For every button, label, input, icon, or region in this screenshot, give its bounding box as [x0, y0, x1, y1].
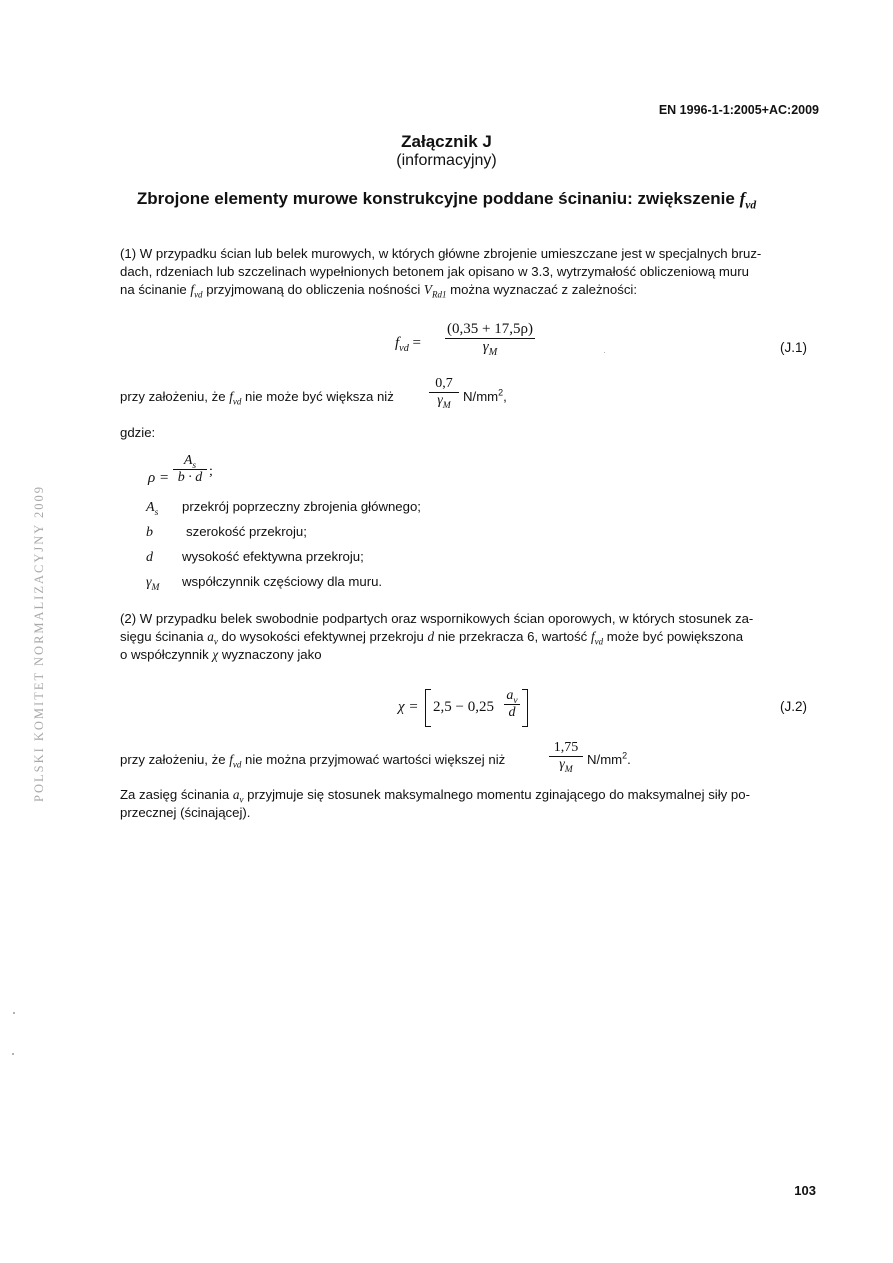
paragraph-1-line-3: na ścinanie $f_{vd}$ przyjmowaną do obliczenia nośności $V_{Rd1}$ można wyznaczać z zależności:	[120, 282, 638, 300]
page-number: 103	[794, 1183, 816, 1198]
condition-2-fraction: 1,75 $\gamma_M$	[549, 740, 583, 773]
definition-item: $\gamma_M$ współczynnik częściowy dla muru.	[146, 574, 383, 593]
paragraph-1-line-1: (1) W przypadku ścian lub belek murowych, w których główne zbrojenie umieszczane jest w specjalnych bruz-	[120, 246, 762, 261]
equation-j2-number: (J.2)	[780, 699, 807, 714]
paragraph-3-line-2: przecznej (ścinającej).	[120, 805, 251, 820]
equation-j1-denominator: $\gamma_M$	[482, 339, 498, 358]
paragraph-1-line-2: dach, rdzeniach lub szczelinach wypełnionych betonem jak opisano w 3.3, wytrzymałość obliczeniową muru	[120, 264, 749, 279]
standard-code: EN 1996-1-1:2005+AC:2009	[658, 103, 819, 117]
condition-2-text: przy założeniu, że $f_{vd}$ nie można przyjmować wartości większej niż	[120, 752, 506, 770]
rho-fraction: $A_s$ b · d	[173, 453, 207, 486]
symbol-fvd: $f_{vd}$	[190, 282, 203, 300]
condition-2-unit: $N/mm^2$.	[587, 750, 631, 767]
equation-j2-inner: 2,5 − 0,25	[433, 699, 494, 715]
condition-1-text: przy założeniu, że $f_{vd}$ nie może być większa niż	[120, 389, 394, 407]
equation-j1-fraction	[445, 321, 535, 356]
scan-speck	[604, 352, 605, 353]
main-title-symbol: $f_{vd}$	[739, 189, 757, 212]
equation-j2-fraction: $a_v$ d	[504, 688, 520, 721]
definition-item: d wysokość efektywna przekroju;	[146, 549, 364, 565]
main-title	[0, 189, 893, 212]
where-label: gdzie:	[120, 425, 156, 440]
rho-lhs: ρ =	[148, 470, 170, 486]
paragraph-3-line-1: Za zasięg ścinania $a_v$ przyjmuje się stosunek maksymalnego momentu zginającego do maksymalnej siły po-	[120, 787, 750, 805]
annex-subtitle: (informacyjny)	[396, 152, 497, 169]
equation-j1-numerator: (0,35 + 17,5ρ)	[447, 321, 533, 337]
definition-item: b szerokość przekroju;	[146, 524, 307, 540]
right-bracket	[522, 689, 528, 727]
definition-item: $A_s$ przekrój poprzeczny zbrojenia głównego;	[146, 499, 421, 518]
equation-j1-number: (J.1)	[780, 340, 807, 355]
paragraph-3	[120, 786, 820, 822]
annex-title: Załącznik J	[401, 132, 492, 151]
scan-speck	[12, 1053, 14, 1055]
equation-j1-lhs: $f_{vd}$ =	[395, 335, 422, 354]
main-title-text: Zbrojone elementy murowe konstrukcyjne poddane ścinaniu: zwiększenie	[136, 189, 735, 208]
condition-1-fraction: 0,7 $\gamma_M$	[429, 376, 459, 409]
paragraph-2	[120, 610, 820, 664]
scan-speck	[13, 1012, 15, 1014]
equation-j2-lhs: χ =	[398, 699, 419, 715]
symbol-vrd1: $V_{Rd1}$	[423, 282, 447, 300]
watermark: POLSKI KOMITET NORMALIZACYJNY 2009	[32, 485, 46, 802]
condition-1-unit: $N/mm^2$,	[463, 387, 507, 404]
paragraph-2-line-2: sięgu ścinania $a_v$ do wysokości efektywnej przekroju d nie przekracza 6, wartość $f_{vd}$ może być powiększona	[120, 629, 744, 647]
paragraph-2-line-3: o współczynnik χ wyznaczony jako	[120, 647, 322, 662]
paragraph-1	[120, 245, 820, 299]
paragraph-2-line-1: (2) W przypadku belek swobodnie podpartych oraz wspornikowych ścian oporowych, w których stosunek za-	[120, 611, 754, 626]
left-bracket	[425, 689, 431, 727]
